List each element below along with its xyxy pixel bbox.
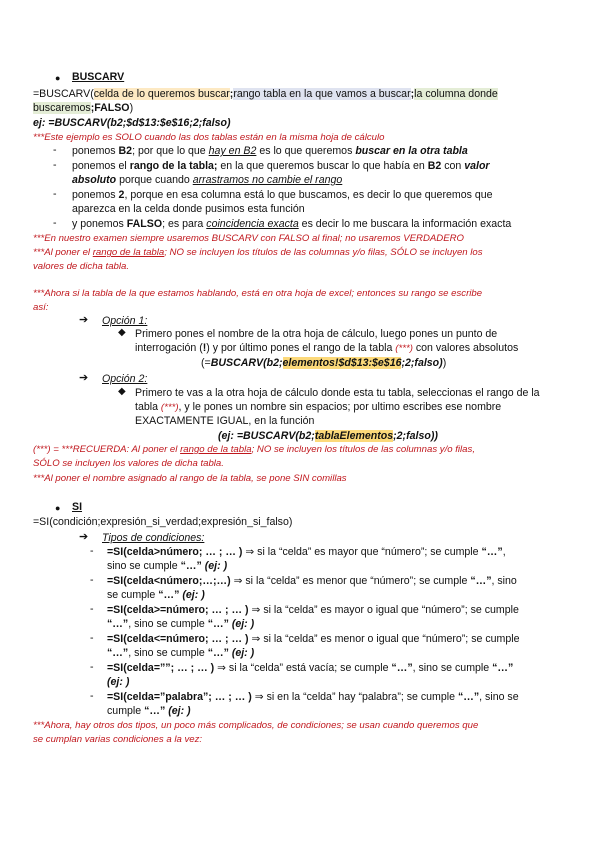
text: , y le pones un nombre sin espacios; por ultimo escribes ese nombre bbox=[178, 401, 502, 413]
text: absoluto bbox=[72, 174, 117, 186]
bullet-icon: ● bbox=[55, 73, 61, 83]
dash-marker: - bbox=[90, 603, 94, 615]
dash-marker: - bbox=[53, 188, 57, 200]
text: arrastramos no cambie el rango bbox=[192, 174, 343, 186]
text: , sino se cumple bbox=[128, 618, 208, 630]
si-heading: SI bbox=[72, 501, 83, 513]
note-otra-hoja: ***Ahora si la tabla de la que estamos hablando, está en otra hoja de excel; entonces su rango se escribe bbox=[33, 288, 483, 299]
text: “…” bbox=[492, 662, 514, 674]
bullet-rango-cont bbox=[72, 173, 342, 187]
text: ) bbox=[442, 357, 447, 369]
bullet-icon: ● bbox=[55, 503, 61, 513]
text: rango de la tabla; bbox=[129, 160, 218, 172]
text: b2; bbox=[266, 357, 283, 369]
text: ⇒ si en la “celda” hay “palabra”; se cumple bbox=[251, 691, 458, 703]
dash-marker: - bbox=[90, 690, 94, 702]
text: ; es para bbox=[162, 218, 207, 230]
text: “…” bbox=[144, 705, 166, 717]
text: ! bbox=[202, 342, 207, 354]
text: “…” bbox=[470, 575, 492, 587]
text: “…” bbox=[107, 647, 129, 659]
option1-label: Opción 1: bbox=[102, 315, 148, 327]
bullet-columna-cont: aparezca en la celda donde pusimos esta función bbox=[72, 203, 305, 215]
text: “…” bbox=[107, 618, 129, 630]
text: con bbox=[441, 160, 465, 172]
si-syntax: =SI(condición;expresión_si_verdad;expresión_si_falso) bbox=[33, 516, 293, 528]
text: ⇒ si la “celda” es menor que “número”; se cumple bbox=[230, 575, 471, 587]
text: B2 bbox=[427, 160, 442, 172]
si-note: ***Ahora, hay otros dos tipos, un poco más complicados, de condiciones; se usan cuando queremos que bbox=[33, 720, 479, 731]
syntax-arg4: FALSO bbox=[94, 102, 130, 114]
si-condition-menor-cont bbox=[107, 588, 205, 602]
text: =SI(celda<número;…;…) bbox=[107, 575, 231, 587]
text: “…” bbox=[391, 662, 413, 674]
text: (ej: ) bbox=[179, 589, 205, 601]
diamond-bullet-icon: ◆ bbox=[118, 327, 126, 338]
text: cumple bbox=[107, 705, 145, 717]
note-recuerda bbox=[33, 443, 475, 457]
arrow-right-icon: ➔ bbox=[79, 314, 89, 326]
note-rango bbox=[33, 246, 483, 260]
dash-marker: - bbox=[53, 159, 57, 171]
bullet-falso bbox=[72, 217, 511, 231]
text: valor bbox=[464, 160, 490, 172]
text: rango de la tabla bbox=[92, 247, 165, 258]
text: ; por que lo que bbox=[132, 145, 209, 157]
text: (***) bbox=[160, 402, 179, 413]
option2-formula bbox=[218, 429, 438, 443]
buscarv-example: ej: =BUSCARV(b2;$d$13:$e$16;2;falso) bbox=[33, 117, 231, 129]
si-condition-vacia-cont: (ej: ) bbox=[107, 676, 130, 688]
syntax-suffix: ) bbox=[129, 102, 134, 114]
arrow-right-icon: ➔ bbox=[79, 372, 89, 384]
text: (ej: ) bbox=[228, 618, 255, 630]
text: “…” bbox=[158, 589, 180, 601]
text: tablaElementos bbox=[314, 430, 394, 442]
text: (***) bbox=[395, 343, 413, 354]
text: “…” bbox=[481, 546, 503, 558]
arrow-right-icon: ➔ bbox=[79, 531, 89, 543]
text: ⇒ si la “celda” es menor o igual que “número”; se cumple bbox=[248, 633, 520, 645]
text: BUSCARV( bbox=[210, 357, 267, 369]
text: es decir lo me buscara la información exacta bbox=[298, 218, 512, 230]
dash-marker: - bbox=[90, 545, 94, 557]
text: (***) = ***RECUERDA: Al poner el bbox=[33, 444, 181, 455]
syntax-sep: ; bbox=[229, 88, 234, 100]
text: ⇒ si la “celda” es mayor que “número”; se cumple bbox=[242, 546, 482, 558]
si-condition-palabra bbox=[107, 690, 519, 704]
text: ;2;falso)) bbox=[393, 430, 438, 442]
text: , sino se bbox=[479, 691, 519, 703]
text: (ej: ) bbox=[165, 705, 191, 717]
dash-marker: - bbox=[53, 217, 57, 229]
note-rango-cont: valores de dicha tabla. bbox=[33, 261, 129, 272]
dash-marker: - bbox=[90, 661, 94, 673]
text: =SI(celda=””; … ; … ) bbox=[107, 662, 215, 674]
text: , porque en esa columna está lo que buscamos, es decir lo que queremos que bbox=[124, 189, 493, 201]
text: =SI(celda<=número; … ; … ) bbox=[107, 633, 249, 645]
note-sin-comillas: ***Al poner el nombre asignado al rango de la tabla, se pone SIN comillas bbox=[33, 473, 347, 484]
text: ; NO se incluyen los títulos de las columnas y/o filas, bbox=[251, 444, 475, 455]
text: elementos!$d$13:$e$16 bbox=[282, 357, 402, 369]
text: ponemos bbox=[72, 145, 119, 157]
text: B2 bbox=[118, 145, 133, 157]
bullet-columna bbox=[72, 188, 493, 202]
option2-text3: EXACTAMENTE IGUAL, en la función bbox=[135, 415, 315, 427]
si-types-label: Tipos de condiciones: bbox=[102, 532, 205, 544]
si-condition-mayor-igual-cont bbox=[107, 617, 254, 631]
text: hay en B2 bbox=[208, 145, 257, 157]
syntax-arg3: la columna donde bbox=[414, 88, 498, 100]
si-note-cont: se cumplan varias condiciones a la vez: bbox=[33, 734, 203, 745]
option1-formula bbox=[201, 356, 446, 370]
note-recuerda-cont: SÓLO se incluyen los valores de dicha tabla. bbox=[33, 458, 224, 469]
syntax-sep: ; bbox=[90, 102, 95, 114]
dash-marker: - bbox=[53, 144, 57, 156]
text: ) y por último pones el rango de la tabla bbox=[206, 342, 396, 354]
option2-text2 bbox=[135, 400, 501, 415]
text: =SI(celda=”palabra”; … ; … ) bbox=[107, 691, 252, 703]
text: , sino se cumple bbox=[412, 662, 493, 674]
text: porque cuando bbox=[116, 174, 193, 186]
option2-label: Opción 2: bbox=[102, 373, 148, 385]
si-condition-mayor-igual bbox=[107, 603, 519, 617]
text: ***Al poner el bbox=[33, 247, 93, 258]
text: ⇒ si la “celda” es mayor o igual que “número”; se cumple bbox=[248, 604, 519, 616]
text: FALSO bbox=[126, 218, 163, 230]
text: “…” bbox=[207, 618, 229, 630]
text: coincidencia exacta bbox=[206, 218, 299, 230]
text: interrogación ( bbox=[135, 342, 203, 354]
text: se cumple bbox=[107, 589, 159, 601]
syntax-arg3-cont: buscaremos bbox=[33, 102, 91, 114]
text: , bbox=[502, 546, 506, 558]
text: “…” bbox=[180, 560, 202, 572]
syntax-sep: ; bbox=[410, 88, 415, 100]
text: , sino bbox=[491, 575, 517, 587]
text: sino se cumple bbox=[107, 560, 181, 572]
text: ; NO se incluyen los títulos de las columnas y/o filas, SÓLO se incluyen los bbox=[164, 247, 483, 258]
si-condition-vacia bbox=[107, 661, 513, 675]
text: ponemos el bbox=[72, 160, 130, 172]
si-condition-menor bbox=[107, 574, 517, 588]
buscarv-heading: BUSCARV bbox=[72, 71, 125, 83]
option1-text1: Primero pones el nombre de la otra hoja de cálculo, luego pones un punto de bbox=[135, 328, 498, 340]
buscarv-syntax-line1 bbox=[33, 87, 498, 101]
text: es lo que queremos bbox=[256, 145, 356, 157]
text: 2 bbox=[118, 189, 125, 201]
text: con valores absolutos bbox=[412, 342, 519, 354]
text: (= bbox=[201, 357, 211, 369]
option2-text1: Primero te vas a la otra hoja de cálculo donde esta tu tabla, seleccionas el rango de la bbox=[135, 387, 540, 399]
note-same-sheet: ***Este ejemplo es SOLO cuando las dos tablas están en la misma hoja de cálculo bbox=[33, 132, 385, 143]
option1-text2 bbox=[135, 341, 518, 356]
text: tabla bbox=[135, 401, 161, 413]
text: (ej: ) bbox=[201, 560, 228, 572]
buscarv-syntax-line2 bbox=[33, 101, 133, 115]
si-condition-palabra-cont bbox=[107, 704, 191, 718]
text: =SI(celda>número; … ; … ) bbox=[107, 546, 243, 558]
bullet-rango bbox=[72, 159, 490, 173]
text: en la que queremos buscar lo que había en bbox=[217, 160, 428, 172]
text: ⇒ si la “celda” está vacía; se cumple bbox=[214, 662, 392, 674]
diamond-bullet-icon: ◆ bbox=[118, 386, 126, 397]
text: (ej: =BUSCARV(b2; bbox=[218, 430, 315, 442]
si-condition-mayor bbox=[107, 545, 506, 559]
syntax-prefix: =BUSCARV( bbox=[33, 88, 94, 100]
si-condition-menor-igual-cont bbox=[107, 646, 254, 660]
text: ;2;falso) bbox=[401, 357, 443, 369]
text: (ej: ) bbox=[228, 647, 255, 659]
note-exam: ***En nuestro examen siempre usaremos BUSCARV con FALSO al final; no usaremos VERDADERO bbox=[33, 233, 465, 244]
text: “…” bbox=[207, 647, 229, 659]
text: ponemos bbox=[72, 189, 119, 201]
bullet-b2 bbox=[72, 144, 468, 158]
text: =SI(celda>=número; … ; … ) bbox=[107, 604, 249, 616]
syntax-arg2: rango tabla en la que vamos a buscar bbox=[233, 88, 411, 100]
syntax-arg1: celda de lo queremos buscar bbox=[93, 88, 230, 100]
dash-marker: - bbox=[90, 632, 94, 644]
text: buscar en la otra tabla bbox=[355, 145, 468, 157]
text: rango de la tabla bbox=[180, 444, 252, 455]
text: y ponemos bbox=[72, 218, 127, 230]
si-condition-menor-igual bbox=[107, 632, 519, 646]
si-condition-mayor-cont bbox=[107, 559, 227, 573]
text: , sino se cumple bbox=[128, 647, 208, 659]
note-otra-hoja-cont: así: bbox=[33, 302, 49, 313]
dash-marker: - bbox=[90, 574, 94, 586]
text: “…” bbox=[457, 691, 480, 703]
